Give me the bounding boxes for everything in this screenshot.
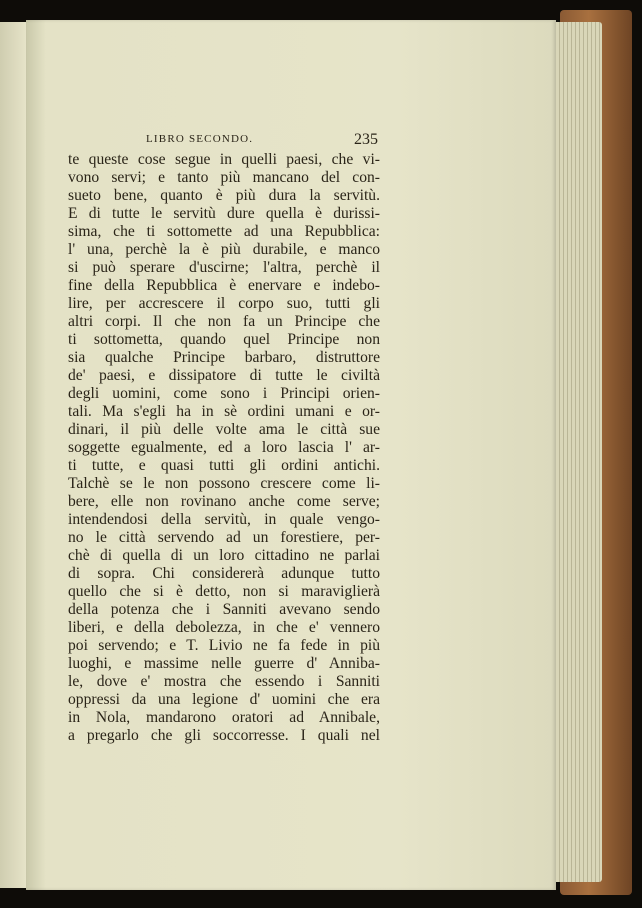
text-line: oppressi da una legione d' uomini che era — [68, 691, 380, 708]
page-number: 235 — [354, 131, 378, 148]
text-line: vono servi; e tanto più mancano del con- — [68, 169, 380, 186]
text-line: te queste cose segue in quelli paesi, che vi- — [68, 151, 380, 168]
text-line: Talchè se le non possono crescere come li- — [68, 475, 380, 492]
text-line: poi servendo; e T. Livio ne fa fede in più — [68, 637, 380, 654]
text-line: sueto bene, quanto è più dura la servitù. — [68, 187, 380, 204]
text-line: a pregarlo che gli soccorresse. I quali nel — [68, 727, 380, 744]
text-line: degli uomini, come sono i Principi orien- — [68, 385, 380, 402]
text-line: altri corpi. Il che non fa un Principe che — [68, 313, 380, 330]
text-line: dinari, il più delle volte ama le città sue — [68, 421, 380, 438]
running-header — [68, 131, 380, 151]
text-line: luoghi, e massime nelle guerre d' Anniba- — [68, 655, 380, 672]
body-text — [68, 151, 380, 745]
left-page-edge — [0, 22, 26, 888]
text-line: lire, per accrescere il corpo suo, tutti gli — [68, 295, 380, 312]
text-line: sima, che ti sottomette ad una Repubblica: — [68, 223, 380, 240]
text-line: no le città servendo ad un forestiere, per- — [68, 529, 380, 546]
text-line: le, dove e' mostra che essendo i Sanniti — [68, 673, 380, 690]
text-line: quello che si è detto, non si maraviglierà — [68, 583, 380, 600]
text-line: soggette egualmente, ed a loro lascia l' ar- — [68, 439, 380, 456]
text-line: l' una, perchè la è più durabile, e manco — [68, 241, 380, 258]
text-line: E di tutte le servitù dure quella è durissi- — [68, 205, 380, 222]
text-line: intendendosi della servitù, in quale vengo- — [68, 511, 380, 528]
text-line: in Nola, mandarono oratori ad Annibale, — [68, 709, 380, 726]
text-line: chè di quella di un loro cittadino ne parlai — [68, 547, 380, 564]
text-line: fine della Repubblica è enervare e indebo- — [68, 277, 380, 294]
text-line: de' paesi, e dissipatore di tutte le civiltà — [68, 367, 380, 384]
text-line: ti sottometta, quando quel Principe non — [68, 331, 380, 348]
text-line: si può sperare d'uscirne; l'altra, perchè il — [68, 259, 380, 276]
text-line: della potenza che i Sanniti avevano sendo — [68, 601, 380, 618]
running-title: LIBRO SECONDO. — [146, 133, 254, 145]
text-line: tali. Ma s'egli ha in sè ordini umani e or- — [68, 403, 380, 420]
page-text — [68, 131, 380, 745]
text-line: sia qualche Principe barbaro, distruttore — [68, 349, 380, 366]
text-line: di sopra. Chi considererà adunque tutto — [68, 565, 380, 582]
text-line: liberi, e della debolezza, in che e' vennero — [68, 619, 380, 636]
text-line: bere, elle non rovinano anche come serve; — [68, 493, 380, 510]
text-line: ti tutte, e quasi tutti gli ordini antichi. — [68, 457, 380, 474]
